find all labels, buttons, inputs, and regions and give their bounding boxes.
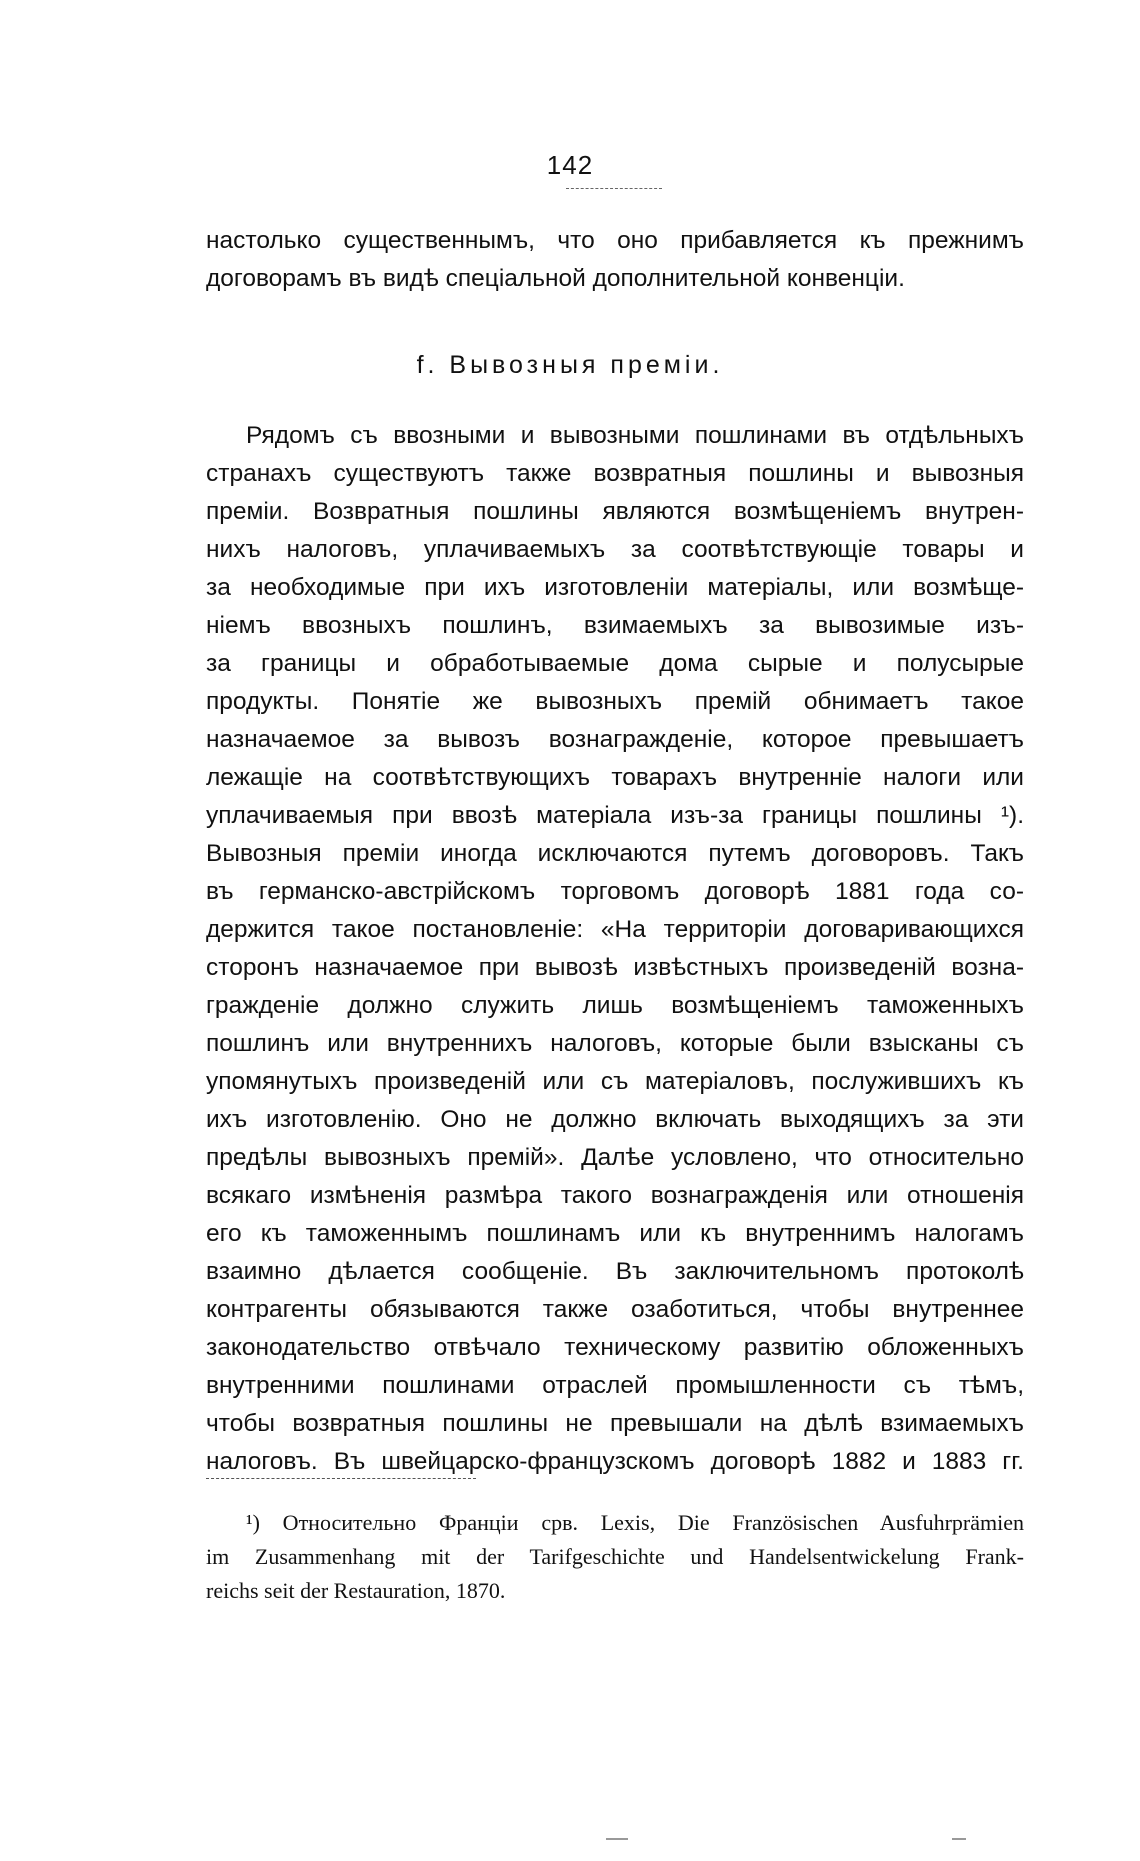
body-line: контрагенты обязываются также озаботиться, чтобы внутреннее <box>206 1296 1024 1323</box>
intro-line: настолько существеннымъ, что оно прибавляется къ прежнимъ <box>206 227 1024 254</box>
body-line: гражденіе должно служить лишь возмѣщеніемъ таможенныхъ <box>206 992 1024 1019</box>
body-line: чтобы возвратныя пошлины не превышали на дѣлѣ взимаемыхъ <box>206 1410 1024 1437</box>
page-number-rule <box>566 188 662 189</box>
body-line: странахъ существуютъ также возвратныя пошлины и вывозныя <box>206 460 1024 487</box>
body-line: предѣлы вывозныхъ премій». Далѣе условлено, что относительно <box>206 1144 1024 1171</box>
body-line: Рядомъ съ ввозными и вывозными пошлинами въ отдѣльныхъ <box>246 422 1024 449</box>
body-line: уплачиваемыя при ввозѣ матеріала изъ-за границы пошлины ¹). <box>206 802 1024 829</box>
body-line: лежащіе на соотвѣтствующихъ товарахъ внутренніе налоги или <box>206 764 1024 791</box>
intro-line: договорамъ въ видѣ спеціальной дополнительной конвенціи. <box>206 265 905 292</box>
body-line: ихъ изготовленію. Оно не должно включать выходящихъ за эти <box>206 1106 1024 1133</box>
body-line: за границы и обработываемые дома сырые и полусырые <box>206 650 1024 677</box>
body-line: упомянутыхъ произведеній или съ матеріаловъ, послужившихъ къ <box>206 1068 1024 1095</box>
body-line: внутренними пошлинами отраслей промышленности съ тѣмъ, <box>206 1372 1024 1399</box>
body-line: въ германско-австрійскомъ торговомъ договорѣ 1881 года со- <box>206 878 1024 905</box>
body-line: взаимно дѣлается сообщеніе. Въ заключительномъ протоколѣ <box>206 1258 1024 1285</box>
page-number: 142 <box>546 150 594 180</box>
section-heading: f. Вывозныя преміи. <box>416 351 724 379</box>
body-line: преміи. Возвратныя пошлины являются возмѣщеніемъ внутрен- <box>206 498 1024 525</box>
footnote-line: ¹) Относительно Франціи срв. Lexis, Die Französischen Ausfuhrprämien <box>246 1510 1024 1535</box>
body-line: ніемъ ввозныхъ пошлинъ, взимаемыхъ за вывозимые изъ- <box>206 612 1024 639</box>
body-line: нихъ налоговъ, уплачиваемыхъ за соотвѣтствующіе товары и <box>206 536 1024 563</box>
body-line: налоговъ. Въ швейцарско-французскомъ договорѣ 1882 и 1883 гг. <box>206 1448 1024 1475</box>
body-line: пошлинъ или внутреннихъ налоговъ, которые были взысканы съ <box>206 1030 1024 1057</box>
body-line: всякаго измѣненія размѣра такого вознагражденія или отношенія <box>206 1182 1024 1209</box>
footnote-rule <box>206 1478 476 1479</box>
body-line: его къ таможеннымъ пошлинамъ или къ внутреннимъ налогамъ <box>206 1220 1024 1247</box>
body-line: законодательство отвѣчало техническому развитію обложенныхъ <box>206 1334 1024 1361</box>
body-line: назначаемое за вывозъ вознагражденіе, которое превышаетъ <box>206 726 1024 753</box>
body-line: сторонъ назначаемое при вывозѣ извѣстныхъ произведеній возна- <box>206 954 1024 981</box>
footnote-line: reichs seit der Restauration, 1870. <box>206 1578 506 1603</box>
body-line: за необходимые при ихъ изготовленіи матеріалы, или возмѣще- <box>206 574 1024 601</box>
body-line: держится такое постановленіе: «На территоріи договаривающихся <box>206 916 1024 943</box>
footnote-line: im Zusammenhang mit der Tarifgeschichte und Handelsentwickelung Frank- <box>206 1544 1024 1569</box>
body-line: Вывозныя преміи иногда исключаются путемъ договоровъ. Такъ <box>206 840 1024 867</box>
scan-mark <box>606 1838 628 1840</box>
body-line: продукты. Понятіе же вывозныхъ премій обнимаетъ такое <box>206 688 1024 715</box>
scan-mark <box>952 1838 966 1840</box>
